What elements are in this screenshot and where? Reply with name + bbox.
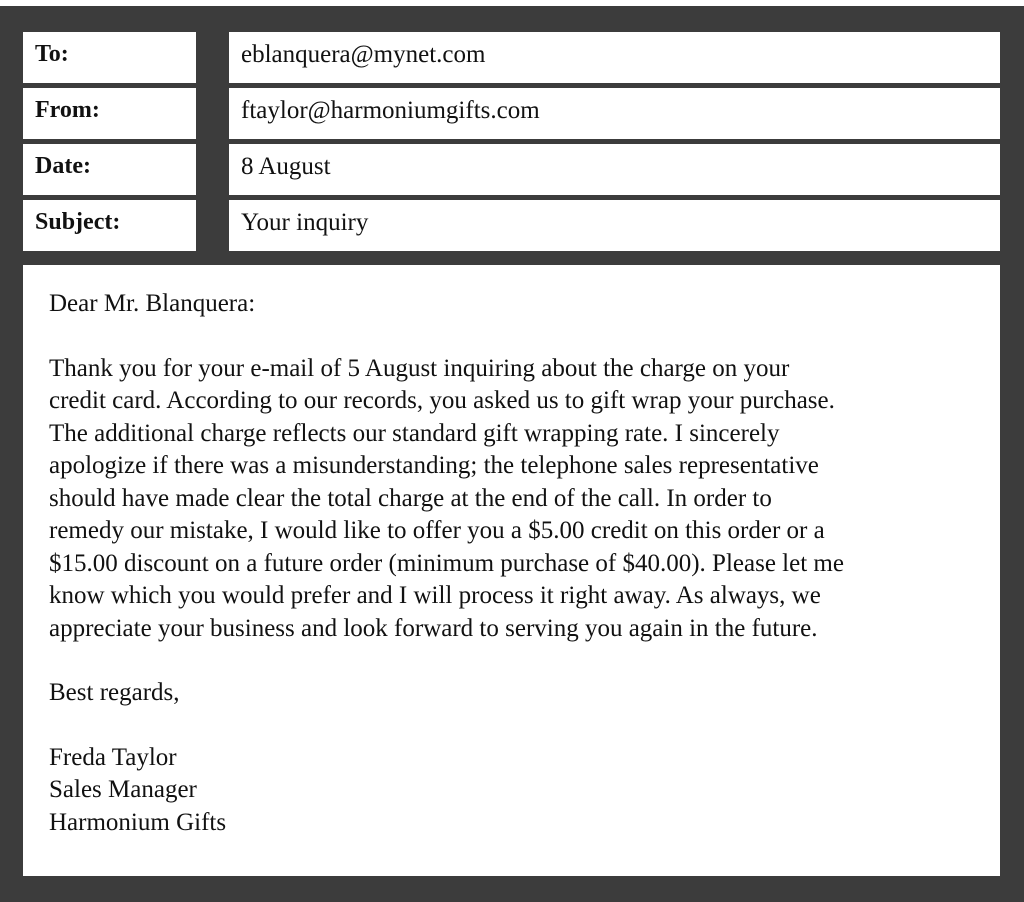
body-line: apologize if there was a misunderstanding; the telephone sales representative [49,452,819,479]
header-row-from [0,88,1024,139]
body-line: Thank you for your e-mail of 5 August inquiring about the charge on your [49,354,790,382]
header-row-to [0,32,1024,83]
subject-value: Your inquiry [229,200,1000,251]
signature-title: Sales Manager [49,776,197,803]
from-label: From: [23,88,196,139]
signature-block [49,742,974,840]
body-line: $15.00 discount on a future order (minimum purchase of $40.00). Please let me [49,549,844,577]
body-line: remedy our mistake, I would like to offer you a $5.00 credit on this order or a [49,517,825,544]
signature-company: Harmonium Gifts [49,808,227,836]
body-line: The additional charge reflects our standard gift wrapping rate. I sincerely [49,419,780,447]
to-label: To: [23,32,196,83]
body-line: credit card. According to our records, you asked us to gift wrap your purchase. [49,387,835,414]
closing: Best regards, [49,679,180,706]
header-row-date [0,144,1024,195]
greeting: Dear Mr. Blanquera: [49,290,256,317]
body-line: know which you would prefer and I will process it right away. As always, we [49,582,821,609]
to-value: eblanquera@mynet.com [229,32,1000,83]
date-value: 8 August [229,144,1000,195]
subject-label: Subject: [23,200,196,251]
signature-name: Freda Taylor [49,743,177,771]
header-row-subject [0,200,1024,251]
body-line: should have made clear the total charge at the end of the call. In order to [49,484,772,512]
date-label: Date: [23,144,196,195]
email-body [23,265,1000,876]
body-paragraph [49,353,974,646]
from-value: ftaylor@harmoniumgifts.com [229,88,1000,139]
body-line: appreciate your business and look forward to serving you again in the future. [49,614,818,642]
email-frame [0,6,1024,902]
